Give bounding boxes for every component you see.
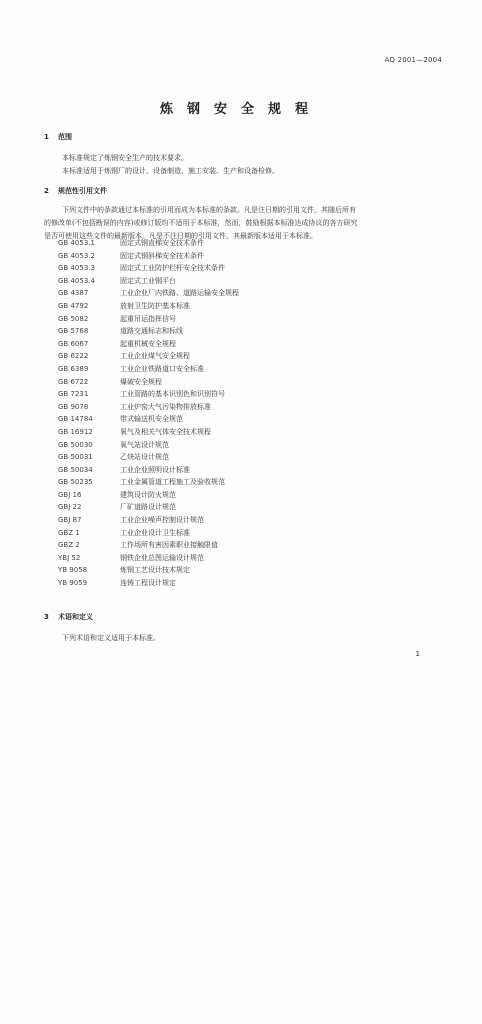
standard-item bbox=[58, 439, 239, 452]
standard-code: YB 9059 bbox=[58, 579, 88, 588]
standard-title: 起重机械安全规程 bbox=[120, 339, 176, 348]
standard-code: GB 16912 bbox=[58, 427, 93, 436]
section-2-intro-line: 是否可使用这些文件的最新版本。凡是不注日期的引用文件，其最新版本适用于本标准。 bbox=[44, 232, 317, 240]
standard-item bbox=[58, 338, 239, 351]
standard-title: 固定式工业防护栏杆安全技术条件 bbox=[120, 264, 225, 273]
standard-code: GBJ 22 bbox=[58, 503, 82, 512]
standard-title: 工业企业铁路道口安全标准 bbox=[120, 364, 204, 373]
standard-title: 工业企业煤气安全规程 bbox=[120, 352, 190, 361]
section-1-heading bbox=[44, 132, 72, 142]
standard-item bbox=[58, 250, 239, 263]
referenced-standards-list bbox=[58, 237, 239, 590]
standard-code: YB 9058 bbox=[58, 566, 88, 575]
standard-title: 建筑设计防火规范 bbox=[120, 490, 176, 499]
section-2-intro-line: 的修改单(不包括勘误的内容)或修订版均不适用于本标准，然而，鼓励根据本标准达成协议的各方研究 bbox=[44, 219, 358, 227]
standard-code: GB 50235 bbox=[58, 478, 93, 487]
standard-code: GB 4792 bbox=[58, 301, 89, 310]
standard-item bbox=[58, 313, 239, 326]
standard-title: 工业企业照明设计标准 bbox=[120, 465, 190, 474]
standard-code: GB 6067 bbox=[58, 339, 89, 348]
standard-code: GB 50034 bbox=[58, 465, 93, 474]
standard-title: 钢铁企业总图运输设计规范 bbox=[120, 553, 204, 562]
standard-code: GBJ 16 bbox=[58, 490, 82, 499]
standard-title: 工业企业噪声控制设计规范 bbox=[120, 516, 204, 525]
page-number: 1 bbox=[415, 650, 420, 658]
standard-title: 爆破安全规程 bbox=[120, 377, 162, 386]
standard-title: 乙炔站设计规范 bbox=[120, 453, 169, 462]
section-1-line: 本标准适用于炼钢厂的设计、设备制造、施工安装、生产和设备检修。 bbox=[62, 167, 279, 175]
standard-item bbox=[58, 287, 239, 300]
standard-title: 固定式钢斜梯安全技术条件 bbox=[120, 251, 204, 260]
standard-code: GB 4053.4 bbox=[58, 276, 95, 285]
standard-item bbox=[58, 363, 239, 376]
standard-code: GBZ 2 bbox=[58, 541, 80, 550]
standard-title: 工业炉窑大气污染物排放标准 bbox=[120, 402, 211, 411]
standard-title: 固定式工业钢平台 bbox=[120, 276, 176, 285]
standard-title: 工业企业设计卫生标准 bbox=[120, 528, 190, 537]
standard-item bbox=[58, 300, 239, 313]
standard-code: GB 50031 bbox=[58, 453, 93, 462]
section-2-number: 2 bbox=[44, 187, 49, 195]
standard-item bbox=[58, 564, 239, 577]
standard-item bbox=[58, 501, 239, 514]
section-2-heading bbox=[44, 186, 107, 196]
standard-code: GB 4387 bbox=[58, 289, 89, 298]
document-code: AQ 2001—2004 bbox=[384, 56, 442, 64]
standard-item bbox=[58, 350, 239, 363]
standard-item bbox=[58, 577, 239, 590]
standard-title: 氧气站设计规范 bbox=[120, 440, 169, 449]
standard-item bbox=[58, 388, 239, 401]
standard-code: GB 9078 bbox=[58, 402, 89, 411]
standard-code: GB 4053.3 bbox=[58, 264, 95, 273]
section-1-body bbox=[62, 152, 279, 178]
standard-code: GB 6389 bbox=[58, 364, 89, 373]
standard-item bbox=[58, 275, 239, 288]
standard-code: YBJ 52 bbox=[58, 553, 81, 562]
standard-item bbox=[58, 325, 239, 338]
standard-item bbox=[58, 552, 239, 565]
standard-title: 放射卫生防护基本标准 bbox=[120, 301, 190, 310]
standard-code: GB 50030 bbox=[58, 440, 93, 449]
standard-item bbox=[58, 539, 239, 552]
standard-code: GB 14784 bbox=[58, 415, 93, 424]
standard-code: GB 7231 bbox=[58, 390, 89, 399]
standard-item bbox=[58, 514, 239, 527]
standard-title: 工作场所有害因素职业接触限值 bbox=[120, 541, 218, 550]
standard-item bbox=[58, 527, 239, 540]
standard-code: GB 6222 bbox=[58, 352, 89, 361]
section-1-number: 1 bbox=[44, 133, 49, 141]
standard-code: GBJ 87 bbox=[58, 516, 82, 525]
section-3-body bbox=[62, 632, 160, 645]
standard-item bbox=[58, 262, 239, 275]
standard-code: GBZ 1 bbox=[58, 528, 80, 537]
standard-title: 道路交通标志和标线 bbox=[120, 327, 183, 336]
section-2-title: 规范性引用文件 bbox=[58, 187, 107, 195]
section-1-title: 范围 bbox=[58, 133, 72, 141]
standard-title: 工业管路的基本识别色和识别符号 bbox=[120, 390, 225, 399]
standard-title: 氧气及相关气体安全技术规程 bbox=[120, 427, 211, 436]
standard-code: GB 4053.2 bbox=[58, 251, 95, 260]
standard-code: GB 4053.1 bbox=[58, 239, 95, 247]
standard-item bbox=[58, 464, 239, 477]
standard-code: GB 5768 bbox=[58, 327, 89, 336]
standard-item bbox=[58, 237, 239, 250]
standard-title: 带式输送机安全规范 bbox=[120, 415, 183, 424]
standard-title: 炼钢工艺设计技术规定 bbox=[120, 566, 190, 575]
section-3-heading bbox=[44, 612, 93, 622]
standard-title: 工业企业厂内铁路、道路运输安全规程 bbox=[120, 289, 239, 298]
standard-title: 厂矿道路设计规范 bbox=[120, 503, 176, 512]
standard-title: 工业金属管道工程施工及验收规范 bbox=[120, 478, 225, 487]
section-3-title: 术语和定义 bbox=[58, 613, 93, 621]
standard-item bbox=[58, 401, 239, 414]
standard-item bbox=[58, 476, 239, 489]
standard-item bbox=[58, 413, 239, 426]
standard-title: 固定式钢直梯安全技术条件 bbox=[120, 239, 204, 247]
standard-code: GB 5082 bbox=[58, 314, 89, 323]
standard-item bbox=[58, 426, 239, 439]
standard-item bbox=[58, 489, 239, 502]
section-2-intro-line: 下列文件中的条款通过本标准的引用而成为本标准的条款。凡是注日期的引用文件，其随后所有 bbox=[62, 206, 356, 214]
section-3-number: 3 bbox=[44, 613, 49, 621]
section-1-line: 本标准规定了炼钢安全生产的技术要求。 bbox=[62, 154, 188, 162]
document-title: 炼钢安全规程 bbox=[159, 102, 322, 117]
standard-item bbox=[58, 451, 239, 464]
section-3-line: 下列术语和定义适用于本标准。 bbox=[62, 634, 160, 642]
standard-code: GB 6722 bbox=[58, 377, 89, 386]
standard-item bbox=[58, 376, 239, 389]
standard-title: 起重吊运指挥信号 bbox=[120, 314, 176, 323]
standard-title: 连铸工程设计规定 bbox=[120, 579, 176, 588]
